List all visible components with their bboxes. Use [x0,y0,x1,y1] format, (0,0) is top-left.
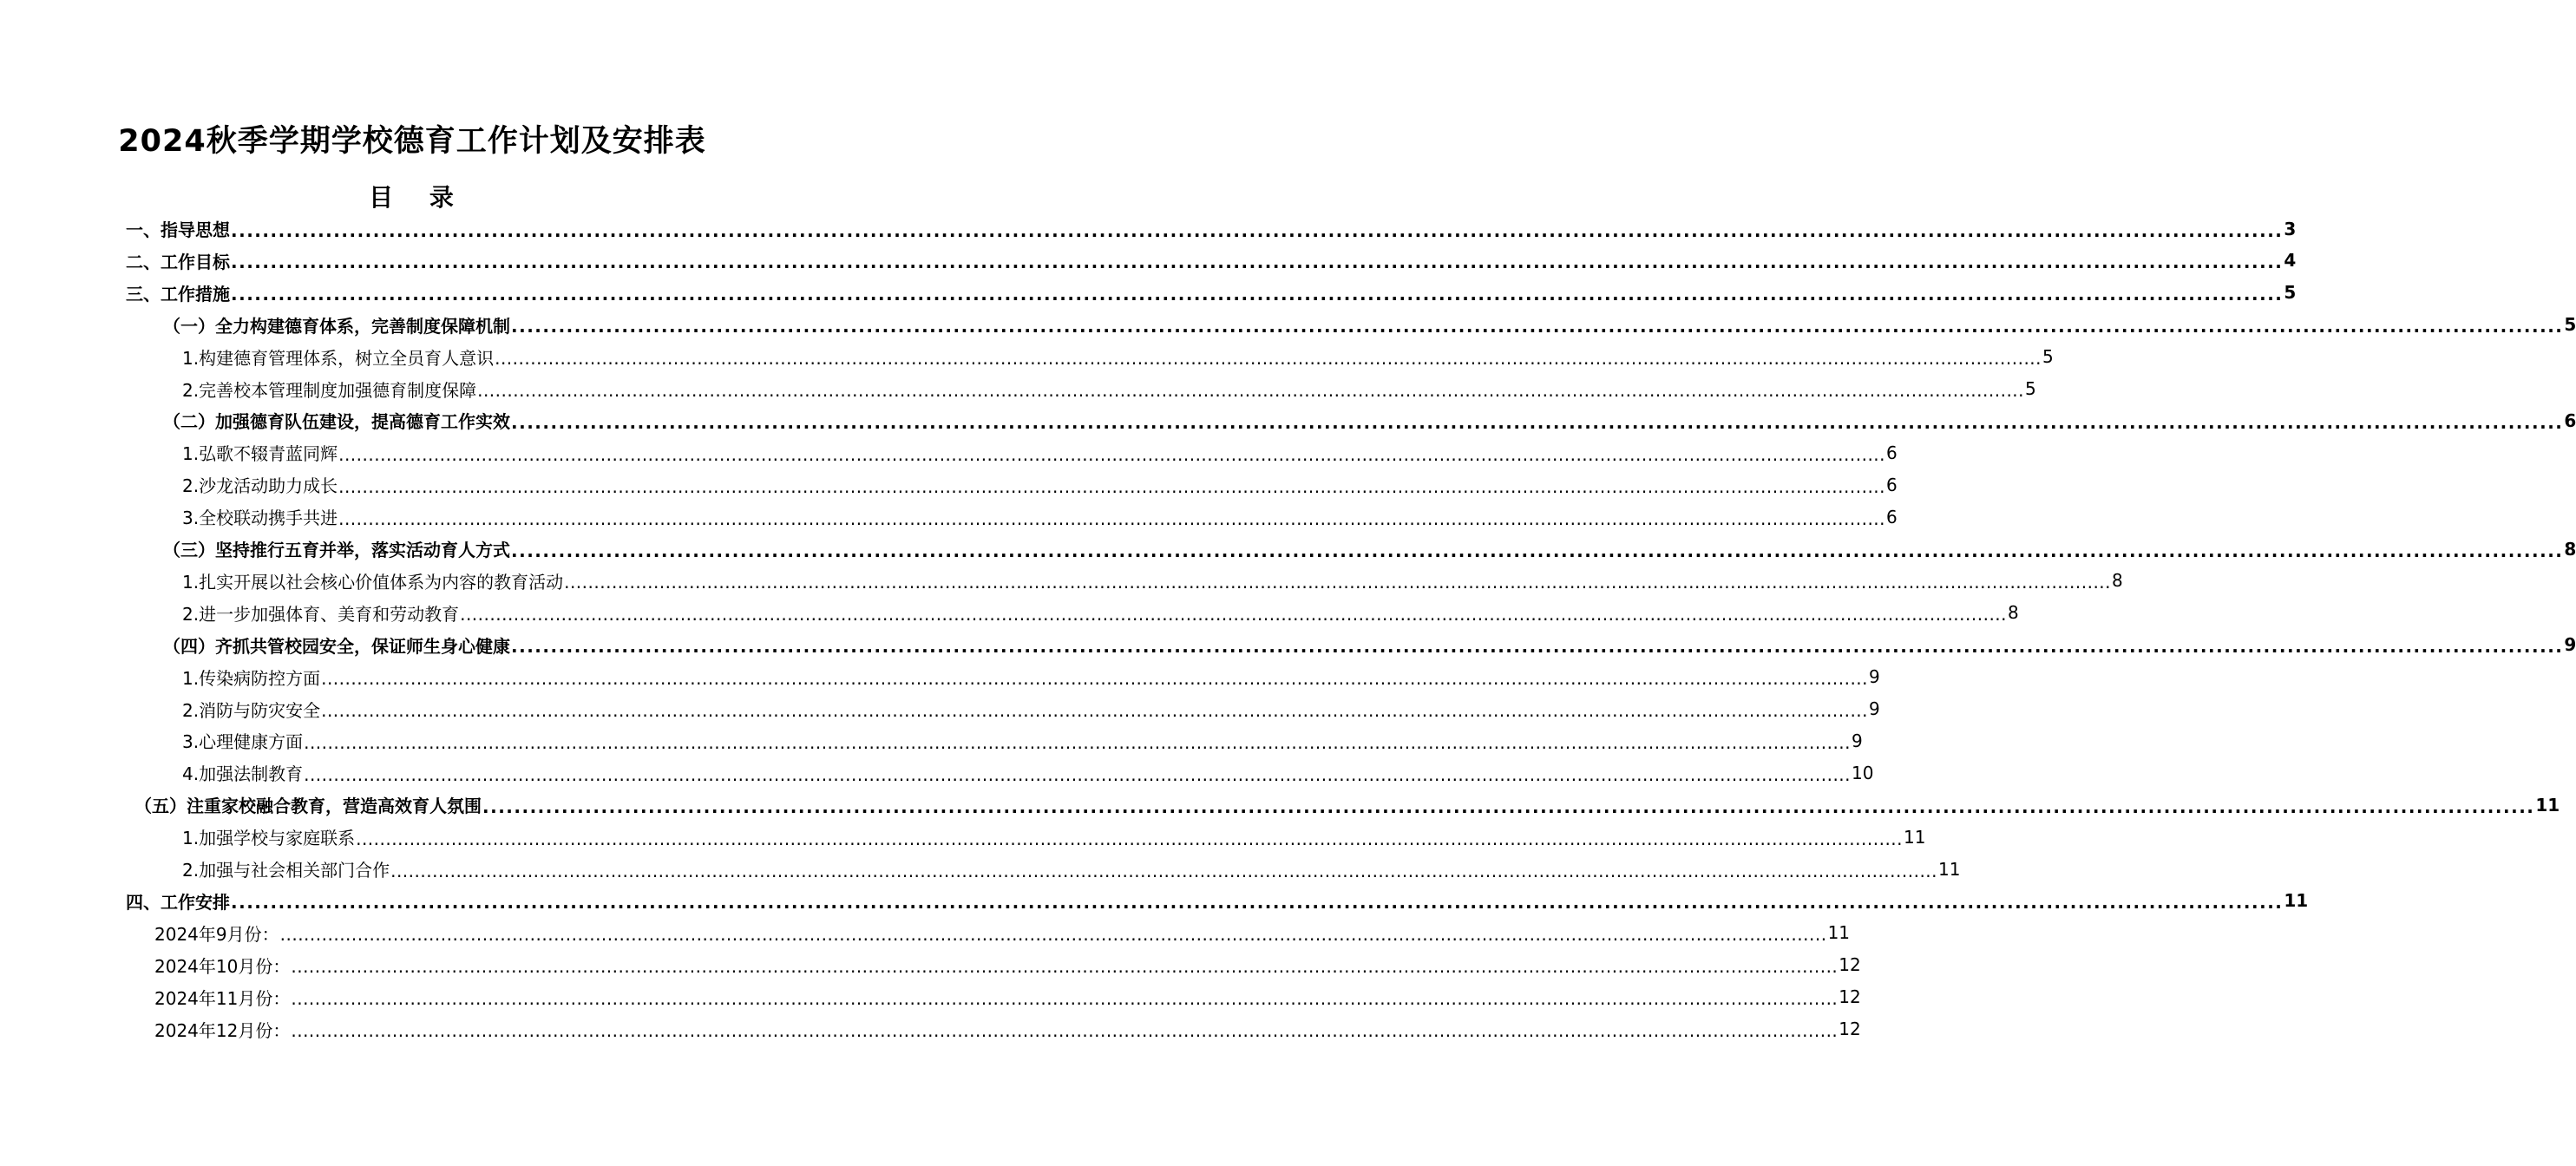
toc-entry[interactable] [182,436,1898,468]
toc-dot-leader: .................................................................................................................................................................................................................................................................... [495,348,2042,370]
toc-entry[interactable] [182,757,1874,789]
toc-entry[interactable] [182,341,2054,373]
toc-entry-label: 1.扎实开展以社会核心价值体系为内容的教育活动 [182,571,564,593]
toc-entry-page-number: 6 [1886,506,1898,527]
toc-entry-label: 2.加强与社会相关部门合作 [182,860,390,881]
toc-dot-leader: .................................................................................................................................................................................................................................................................... [291,1020,1839,1041]
toc-dot-leader: .................................................................................................................................................................................................................................................................... [356,828,1904,849]
toc-entry-label: 3.心理健康方面 [182,731,304,753]
toc-entry[interactable] [182,501,1898,533]
toc-entry[interactable] [182,373,2036,405]
toc-entry-label: 2.消防与防灾安全 [182,699,321,721]
toc-entry[interactable] [182,597,2019,629]
toc-entry-label: 2024年11月份： [154,987,291,1009]
toc-entry-page-number: 11 [1827,922,1851,944]
toc-dot-leader: .................................................................................................................................................................................................................................................................... [338,443,1886,465]
toc-entry[interactable] [163,629,2576,661]
toc-entry[interactable] [163,309,2576,341]
toc-entry-page-number: 11 [1904,826,1926,848]
toc-entry-page-number: 6 [1886,474,1898,495]
toc-entry-page-number: 6 [2564,409,2576,431]
toc-entry[interactable] [182,661,1880,693]
toc-dot-leader: .................................................................................................................................................................................................................................................................... [338,508,1886,529]
toc-entry-label: 1.传染病防控方面 [182,667,321,689]
toc-entry-page-number: 12 [1839,954,1861,976]
toc-entry-label: 3.全校联动携手共进 [182,508,338,529]
toc-dot-leader: .................................................................................................................................................................................................................................................................... [279,924,1827,946]
toc-dot-leader: .................................................................................................................................................................................................................................................................... [482,796,2535,817]
toc-entry-label: 2024年12月份： [154,1019,291,1041]
toc-entry-page-number: 11 [2535,794,2560,816]
toc-dot-leader: .................................................................................................................................................................................................................................................................... [291,956,1839,978]
toc-dot-leader: .................................................................................................................................................................................................................................................................... [304,763,1852,785]
toc-entry[interactable] [126,245,2297,277]
toc-entry-page-number: 5 [2025,378,2036,399]
toc-entry-label: （二）加强德育队伍建设，提高德育工作实效 [163,411,510,433]
toc-entry-page-number: 9 [1852,730,1863,751]
toc-entry[interactable] [126,213,2297,245]
toc-dot-leader: .................................................................................................................................................................................................................................................................... [511,316,2564,337]
toc-entry-page-number: 4 [2284,250,2297,272]
toc-entry[interactable] [154,949,1861,981]
toc-entry[interactable] [182,565,2123,597]
toc-entry-label: 2024年9月份： [154,923,279,945]
toc-entry-label: （三）坚持推行五育并举，落实活动育人方式 [163,540,510,560]
toc-entry-label: （四）齐抓共管校园安全，保证师生身心健康 [163,635,510,657]
toc-entry-page-number: 3 [2284,218,2297,239]
toc-dot-leader: .................................................................................................................................................................................................................................................................... [564,572,2112,593]
toc-entry-label: 四、工作安排 [126,891,230,913]
toc-entry-page-number: 11 [2284,890,2309,912]
toc-entry-page-number: 9 [2564,634,2576,656]
toc-entry[interactable] [126,885,2309,917]
toc-dot-leader: .................................................................................................................................................................................................................................................................... [231,892,2284,914]
toc-entry-label: （五）注重家校融合教育，营造高效育人氛围 [134,796,482,817]
toc-entry[interactable] [182,693,1880,725]
toc-entry-label: 二、工作目标 [126,251,230,272]
toc-dot-leader: .................................................................................................................................................................................................................................................................... [321,668,1869,690]
toc-dot-leader: .................................................................................................................................................................................................................................................................... [477,380,2025,401]
toc-entry-label: 1.加强学校与家庭联系 [182,828,356,849]
toc-entry[interactable] [182,821,1926,853]
document-title: 2024秋季学期学校德育工作计划及安排表 [118,124,706,160]
toc-entry[interactable] [126,277,2297,309]
toc-entry[interactable] [154,917,1851,949]
toc-entry[interactable] [163,533,2576,565]
toc-entry-page-number: 8 [2008,602,2019,624]
toc-entry-label: （一）全力构建德育体系，完善制度保障机制 [163,315,510,337]
toc-entry-page-number: 5 [2564,314,2576,336]
toc-entry-page-number: 12 [1839,1019,1861,1039]
toc-entry-page-number: 8 [2112,570,2123,592]
toc-entry-page-number: 5 [2284,282,2297,304]
toc-dot-leader: .................................................................................................................................................................................................................................................................... [511,636,2564,658]
toc-dot-leader: .................................................................................................................................................................................................................................................................... [390,860,1938,881]
toc-entry-page-number: 5 [2042,346,2054,368]
toc-entry[interactable] [154,1013,1861,1045]
toc-dot-leader: .................................................................................................................................................................................................................................................................... [321,700,1869,721]
toc-entry[interactable] [134,789,2560,821]
toc-entry-page-number: 10 [1852,762,1874,783]
toc-entry-label: 三、工作措施 [126,283,230,305]
toc-entry-page-number: 6 [1886,442,1898,463]
toc-dot-leader: .................................................................................................................................................................................................................................................................... [231,284,2284,305]
toc-entry-label: 2.沙龙活动助力成长 [182,475,338,497]
toc-entry-label: 2.进一步加强体育、美育和劳动教育 [182,603,460,625]
toc-heading: 目 录 [369,183,468,212]
toc-dot-leader: .................................................................................................................................................................................................................................................................... [460,604,2008,626]
toc-dot-leader: .................................................................................................................................................................................................................................................................... [231,252,2284,273]
toc-dot-leader: .................................................................................................................................................................................................................................................................... [231,219,2284,241]
toc-dot-leader: .................................................................................................................................................................................................................................................................... [291,988,1839,1010]
toc-entry-label: 2024年10月份： [154,955,291,977]
toc-entry-page-number: 12 [1839,986,1861,1008]
toc-entry[interactable] [182,468,1898,501]
toc-entry-page-number: 11 [1938,858,1961,880]
toc-entry-page-number: 9 [1869,666,1880,688]
toc-entry-label: 4.加强法制教育 [182,763,304,785]
toc-entry[interactable] [163,404,2576,436]
toc-dot-leader: .................................................................................................................................................................................................................................................................... [304,731,1852,753]
toc-entry[interactable] [154,981,1861,1013]
toc-entry-label: 1.弘歌不辍青蓝同辉 [182,443,338,465]
toc-entry-label: 一、指导思想 [126,219,230,240]
toc-entry[interactable] [182,853,1961,885]
toc-entry-label: 2.完善校本管理制度加强德育制度保障 [182,379,477,401]
toc-entry-page-number: 9 [1869,698,1880,719]
toc-entry-label: 1.构建德育管理体系，树立全员育人意识 [182,347,495,369]
toc-entry-page-number: 8 [2564,538,2576,560]
toc-dot-leader: .................................................................................................................................................................................................................................................................... [338,475,1886,497]
toc-dot-leader: .................................................................................................................................................................................................................................................................... [511,411,2564,433]
toc-entry[interactable] [182,724,1863,757]
toc-dot-leader: .................................................................................................................................................................................................................................................................... [511,540,2564,561]
